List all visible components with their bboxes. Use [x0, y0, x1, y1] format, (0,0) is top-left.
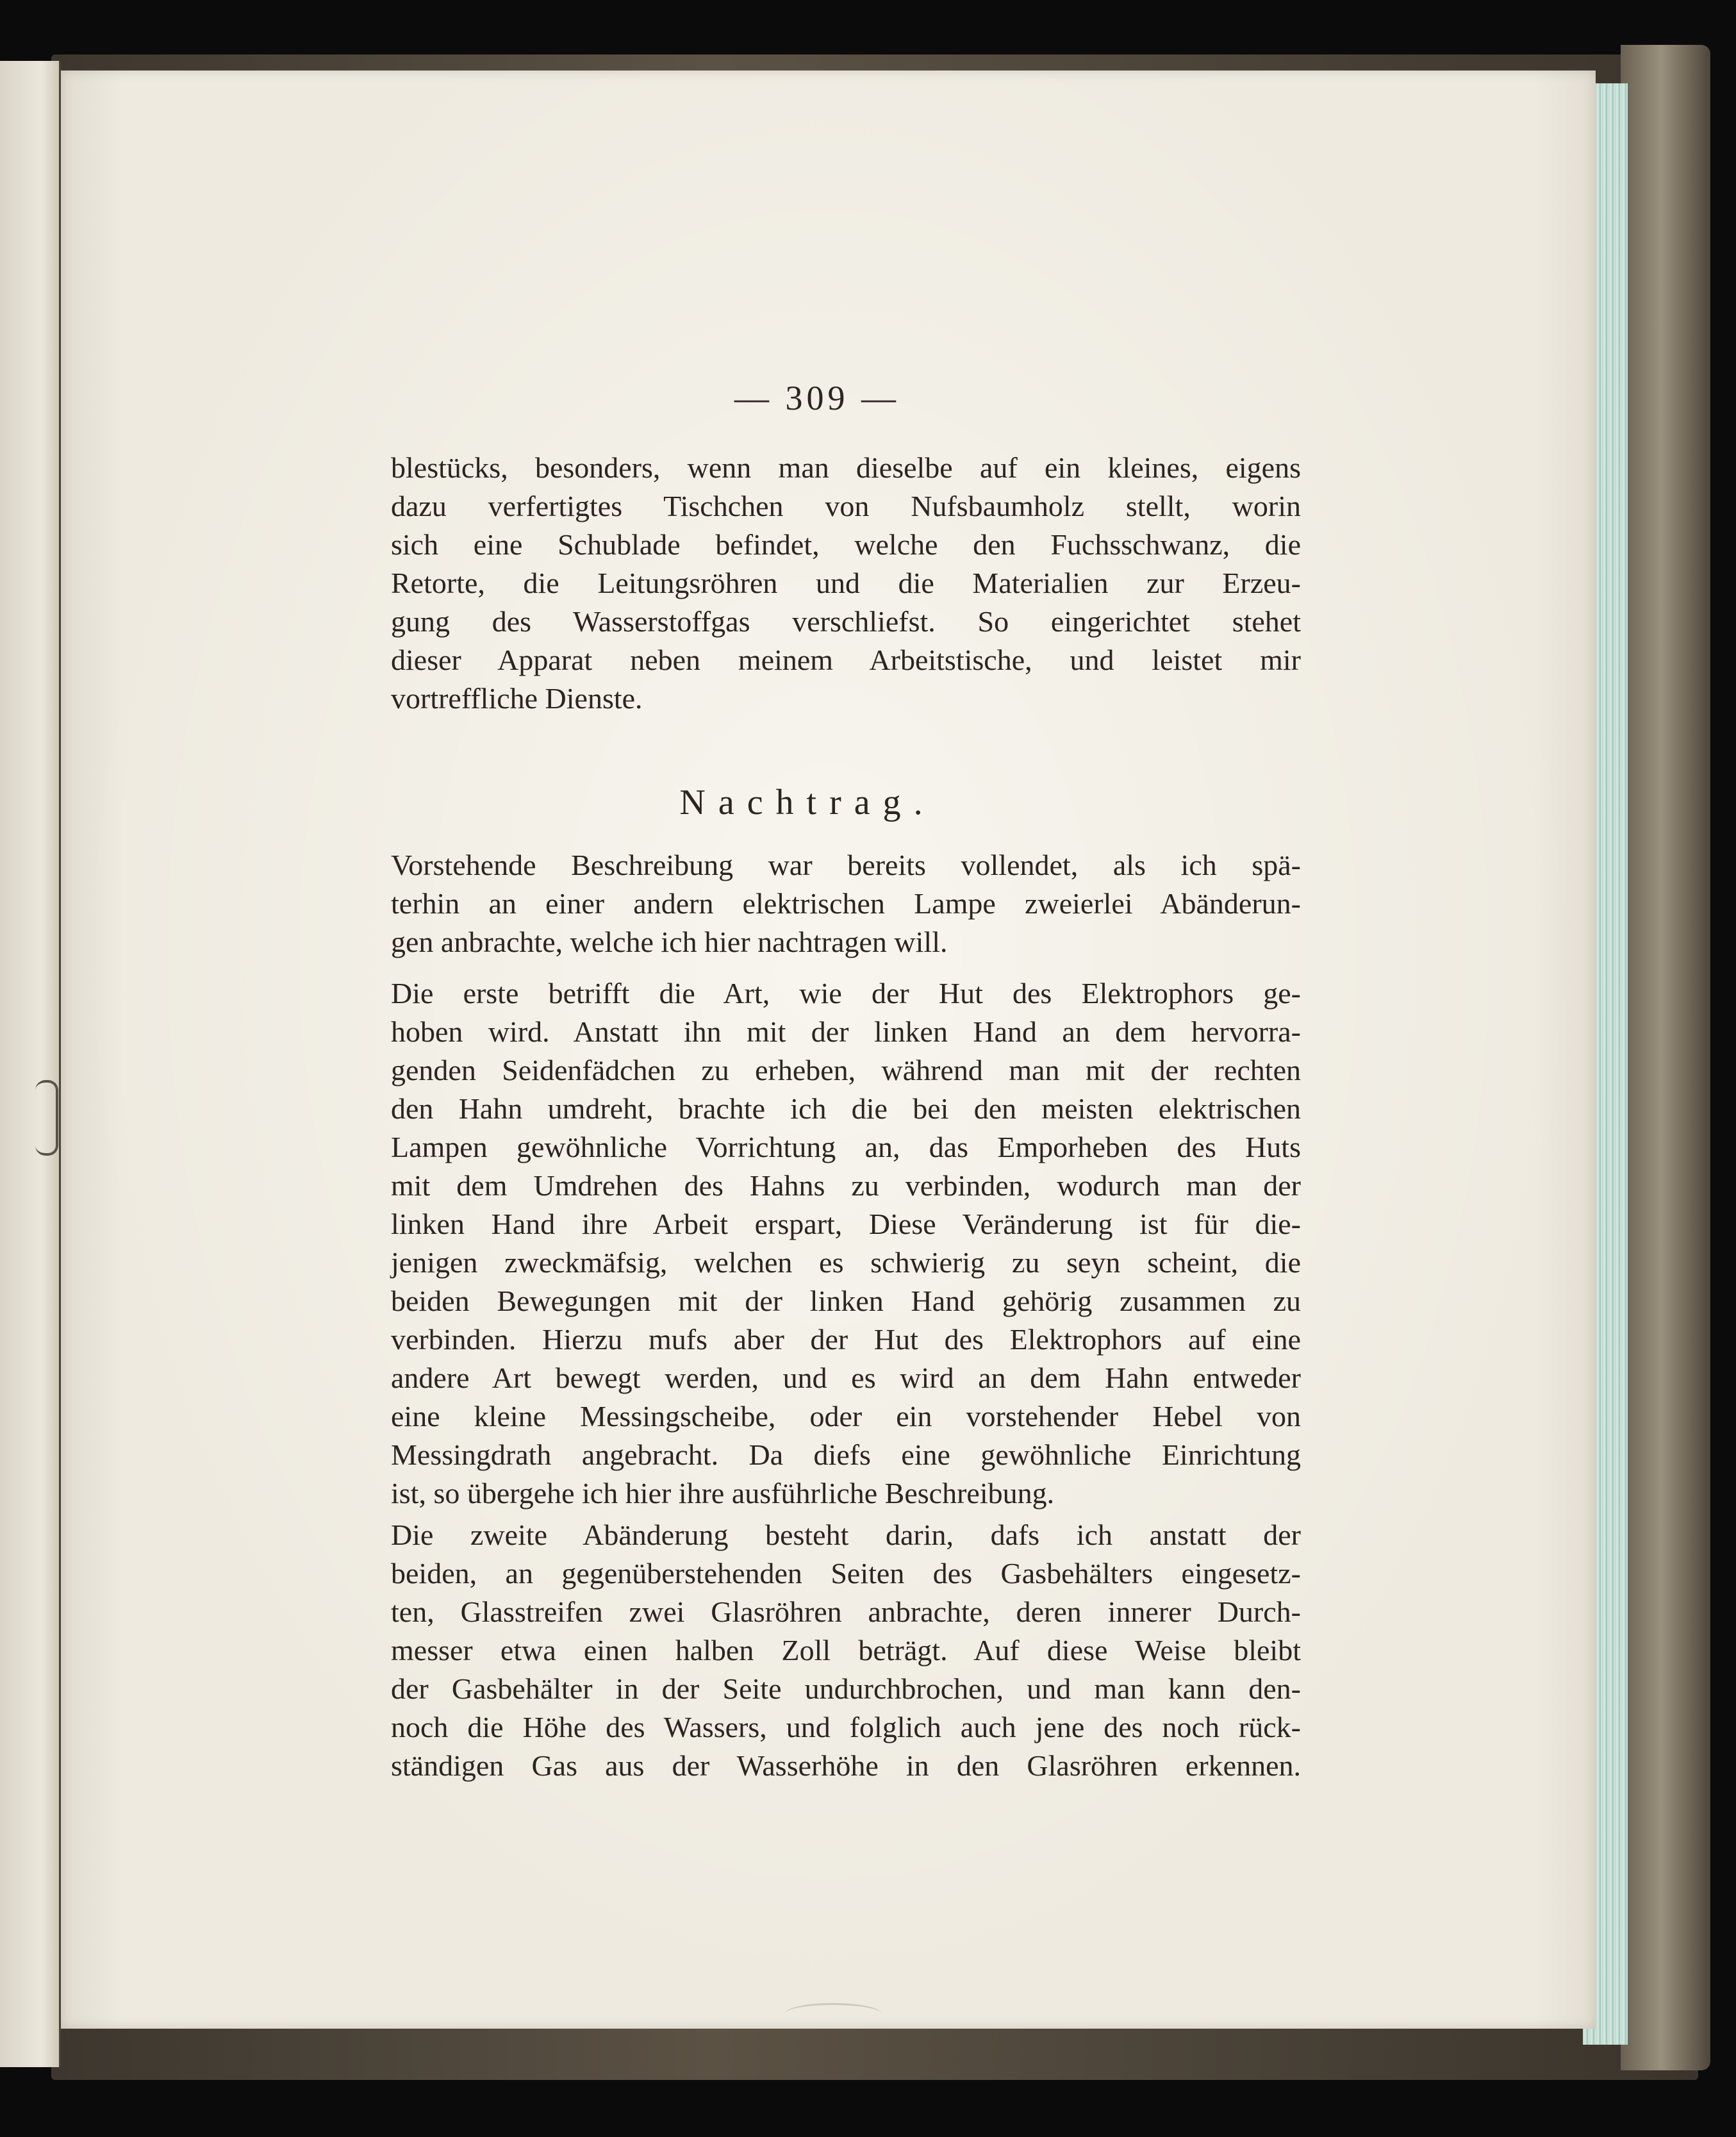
- text-line: Messingdrath angebracht. Da diefs eine gewöhnliche Einrichtung: [391, 1438, 1301, 1471]
- text-line: verbinden. Hierzu mufs aber der Hut des Elektrophors auf eine: [391, 1323, 1301, 1356]
- section-heading: Nachtrag.: [679, 783, 936, 822]
- text-line: vortreffliche Dienste.: [391, 682, 643, 715]
- text-line: genden Seidenfädchen zu erheben, während man mit der rechten: [391, 1054, 1301, 1086]
- text-line: den Hahn umdreht, brachte ich die bei den meisten elektrischen: [391, 1092, 1301, 1125]
- text-line: gen anbrachte, welche ich hier nachtragen will.: [391, 926, 948, 958]
- text-line: jenigen zweckmäfsig, welchen es schwierig zu seyn scheint, die: [391, 1246, 1301, 1279]
- text-line: sich eine Schublade befindet, welche den Fuchsschwanz, die: [391, 528, 1301, 561]
- book-page: [61, 71, 1596, 2029]
- text-line: mit dem Umdrehen des Hahns zu verbinden, wodurch man der: [391, 1169, 1301, 1202]
- text-line: linken Hand ihre Arbeit erspart, Diese Veränderung ist für die-: [391, 1208, 1301, 1240]
- text-line: noch die Höhe des Wassers, und folglich auch jene des noch rück-: [391, 1711, 1301, 1743]
- text-line: Die zweite Abänderung besteht darin, dafs ich anstatt der: [391, 1518, 1301, 1551]
- text-line: Lampen gewöhnliche Vorrichtung an, das Emporheben des Huts: [391, 1131, 1301, 1163]
- page-clip: [35, 1080, 58, 1156]
- text-line: blestücks, besonders, wenn man dieselbe auf ein kleines, eigens: [391, 451, 1301, 484]
- text-line: ist, so übergehe ich hier ihre ausführliche Beschreibung.: [391, 1477, 1055, 1509]
- text-line: eine kleine Messingscheibe, oder ein vorstehender Hebel von: [391, 1400, 1301, 1433]
- text-line: beiden Bewegungen mit der linken Hand gehörig zusammen zu: [391, 1285, 1301, 1317]
- text-line: Vorstehende Beschreibung war bereits vollendet, als ich spä-: [391, 849, 1301, 881]
- text-line: ten, Glasstreifen zwei Glasröhren anbrachte, deren innerer Durch-: [391, 1595, 1301, 1628]
- text-line: der Gasbehälter in der Seite undurchbrochen, und man kann den-: [391, 1672, 1301, 1705]
- text-line: ständigen Gas aus der Wasserhöhe in den Glasröhren erkennen.: [391, 1749, 1301, 1782]
- text-line: andere Art bewegt werden, und es wird an dem Hahn entweder: [391, 1361, 1301, 1394]
- page-number: — 309 —: [734, 379, 900, 417]
- text-line: hoben wird. Anstatt ihn mit der linken Hand an dem hervorra-: [391, 1015, 1301, 1048]
- book-spine-edge: [1621, 45, 1710, 2070]
- text-line: Die erste betrifft die Art, wie der Hut des Elektrophors ge-: [391, 977, 1301, 1010]
- text-line: beiden, an gegenüberstehenden Seiten des Gasbehälters eingesetz-: [391, 1557, 1301, 1590]
- text-line: Retorte, die Leitungsröhren und die Materialien zur Erzeu-: [391, 567, 1301, 599]
- text-line: messer etwa einen halben Zoll beträgt. Auf diese Weise bleibt: [391, 1634, 1301, 1667]
- ink-mark: [785, 2003, 881, 2024]
- text-line: dazu verfertigtes Tischchen von Nufsbaumholz stellt, worin: [391, 490, 1301, 522]
- previous-page-edge: [0, 61, 61, 2067]
- text-line: terhin an einer andern elektrischen Lampe zweierlei Abänderun-: [391, 887, 1301, 920]
- text-line: dieser Apparat neben meinem Arbeitstische, und leistet mir: [391, 644, 1301, 676]
- text-line: gung des Wasserstoffgas verschliefst. So eingerichtet stehet: [391, 605, 1301, 638]
